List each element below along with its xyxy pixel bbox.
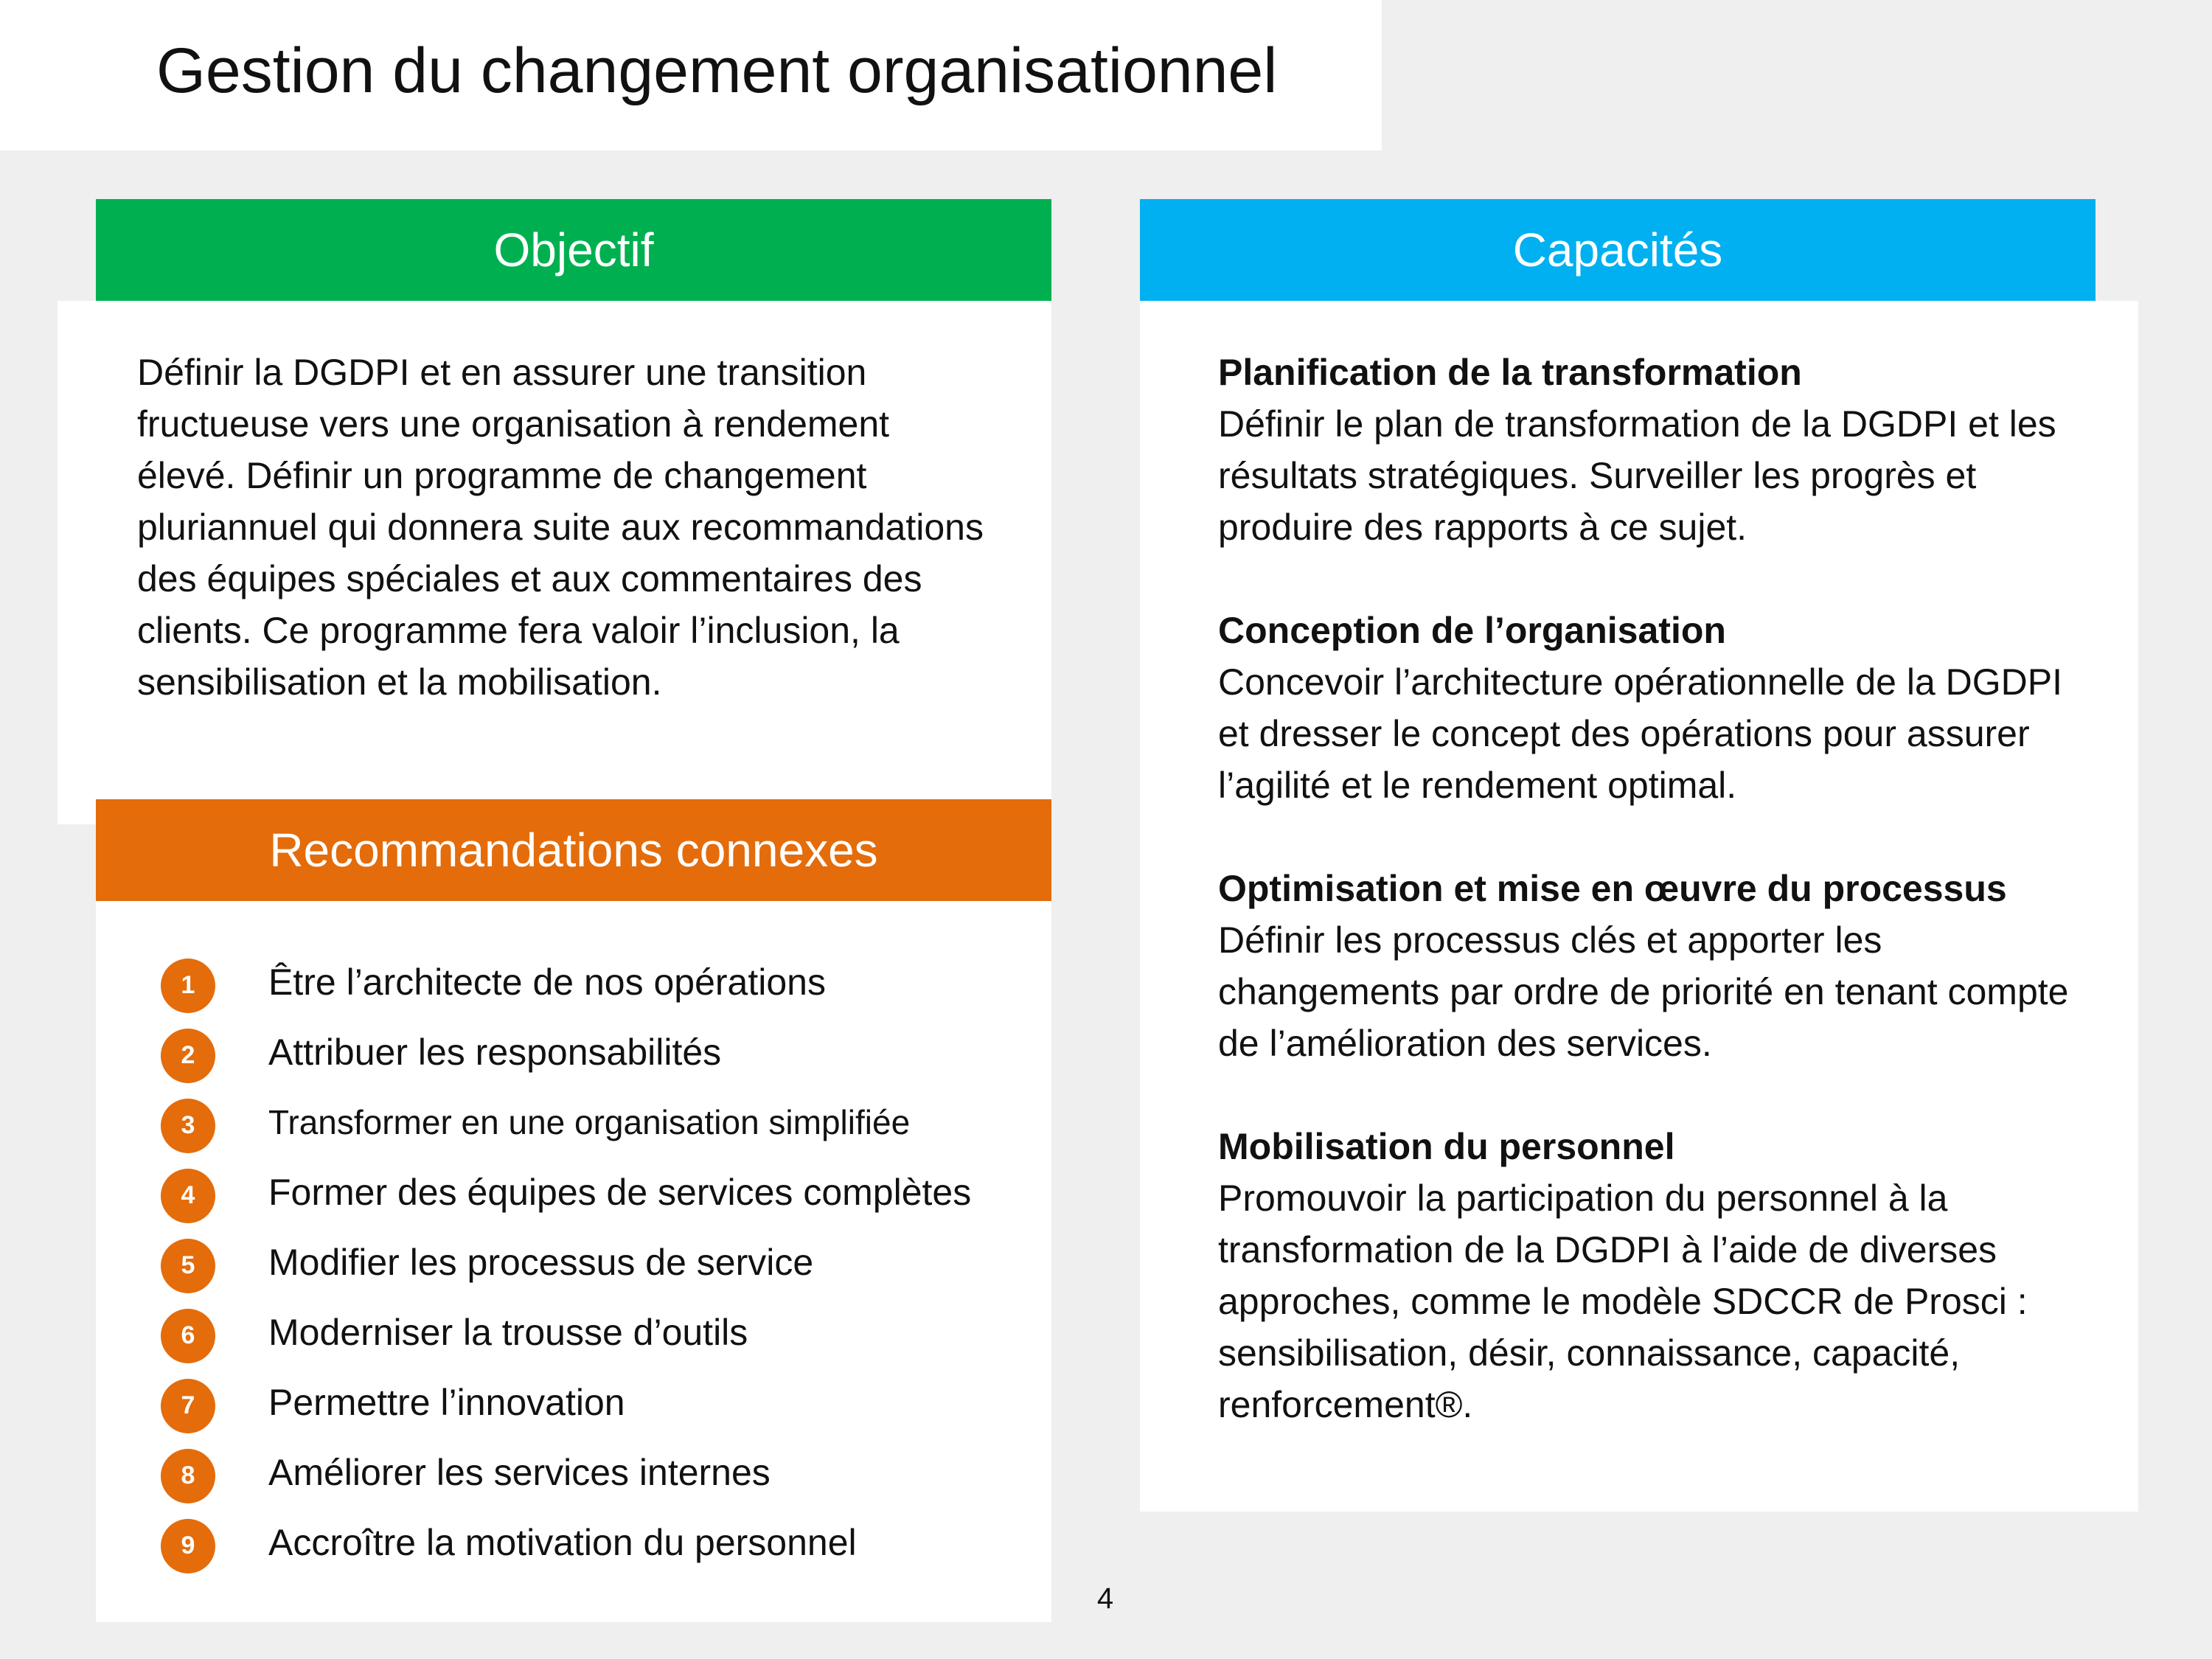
list-item <box>161 1087 971 1157</box>
list-item-label: Modifier les processus de service <box>268 1241 814 1283</box>
capacities-header-label: Capacités <box>1512 223 1723 276</box>
list-item <box>161 1437 971 1507</box>
list-item <box>161 947 971 1017</box>
recommendations-list <box>161 947 971 1577</box>
number-badge: 5 <box>161 1239 215 1293</box>
number-badge: 1 <box>161 959 215 1013</box>
capacity-title: Planification de la transformation <box>1218 352 1802 393</box>
page-title: Gestion du changement organisationnel <box>156 35 1278 106</box>
capacity-item <box>1218 1121 2103 1430</box>
capacity-item <box>1218 863 2103 1069</box>
objective-header-label: Objectif <box>493 223 654 276</box>
capacity-description: Concevoir l’architecture opérationnelle de la DGDPI et dresser le concept des opérations pour assurer l’agilité et le rendement optimal. <box>1218 661 2063 806</box>
objective-header <box>96 199 1051 301</box>
capacity-description: Définir les processus clés et apporter les changements par ordre de priorité en tenant compte de l’amélioration des services. <box>1218 919 2069 1064</box>
recommendations-header <box>96 799 1051 901</box>
list-item <box>161 1017 971 1087</box>
capacities-list <box>1218 347 2103 1482</box>
list-item <box>161 1507 971 1577</box>
number-badge: 9 <box>161 1519 215 1573</box>
list-item-label: Être l’architecte de nos opérations <box>268 961 826 1003</box>
number-badge: 2 <box>161 1029 215 1083</box>
list-item-label: Permettre l’innovation <box>268 1381 625 1423</box>
list-item-label: Moderniser la trousse d’outils <box>268 1311 748 1353</box>
list-item <box>161 1367 971 1437</box>
list-item <box>161 1227 971 1297</box>
list-item <box>161 1157 971 1227</box>
list-item-label: Accroître la motivation du personnel <box>268 1521 857 1563</box>
recommendations-header-label: Recommandations connexes <box>269 824 878 877</box>
page-number: 4 <box>1096 1582 1114 1615</box>
capacity-item <box>1218 605 2103 811</box>
capacity-item <box>1218 347 2103 553</box>
list-item-label: Améliorer les services internes <box>268 1451 771 1493</box>
number-badge: 4 <box>161 1169 215 1223</box>
number-badge: 3 <box>161 1099 215 1153</box>
capacity-title: Conception de l’organisation <box>1218 610 1726 651</box>
number-badge: 6 <box>161 1309 215 1363</box>
objective-text: Définir la DGDPI et en assurer une transition fructueuse vers une organisation à rendement élevé. Définir un programme de changement pluriannuel qui donnera suite aux recommandations des équipes spéciales et aux commentaires des clients. Ce programme fera valoir l’inclusion, la sensibilisation et la mobilisation. <box>137 352 984 703</box>
list-item-label: Transformer en une organisation simplifiée <box>268 1102 911 1141</box>
number-badge: 8 <box>161 1449 215 1503</box>
list-item <box>161 1297 971 1367</box>
number-badge: 7 <box>161 1379 215 1433</box>
capacity-title: Mobilisation du personnel <box>1218 1126 1675 1167</box>
capacity-description: Définir le plan de transformation de la DGDPI et les résultats stratégiques. Surveiller les progrès et produire des rapports à ce sujet. <box>1218 403 2056 548</box>
list-item-label: Former des équipes de services complètes <box>268 1171 972 1213</box>
title-box <box>0 0 1382 150</box>
list-item-label: Attribuer les responsabilités <box>268 1031 722 1073</box>
capacities-header <box>1140 199 2096 301</box>
capacity-title: Optimisation et mise en œuvre du processus <box>1218 868 2007 909</box>
capacity-description: Promouvoir la participation du personnel à la transformation de la DGDPI à l’aide de diverses approches, comme le modèle SDCCR de Prosci : sensibilisation, désir, connaissance, capacité, renforcement®. <box>1218 1178 2028 1425</box>
